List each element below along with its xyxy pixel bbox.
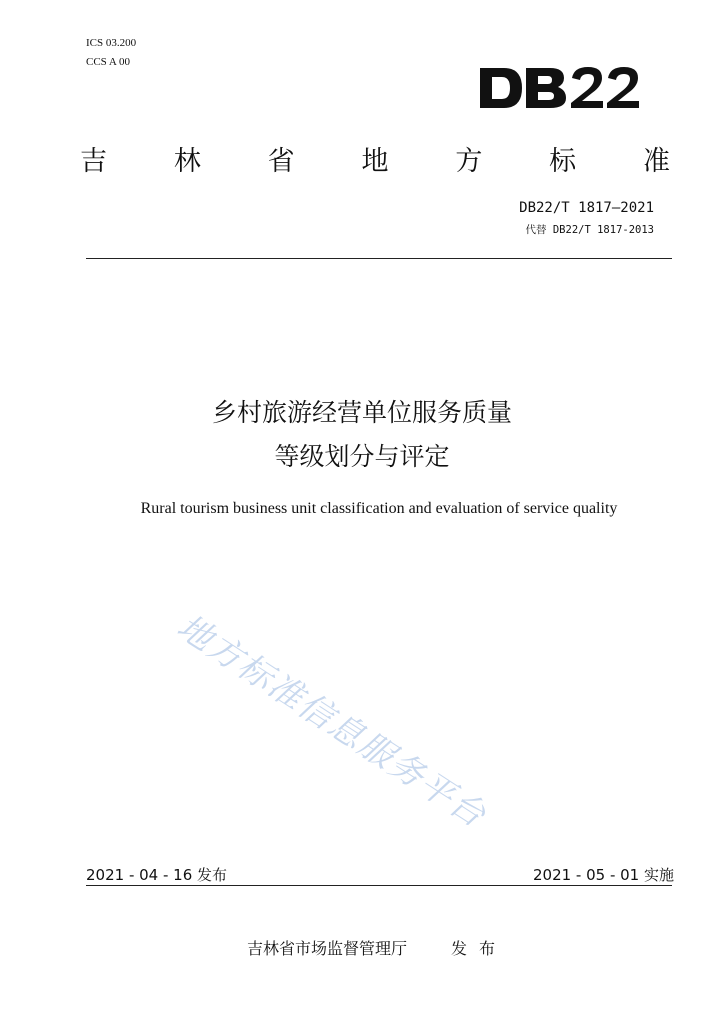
title-char: 吉 xyxy=(80,145,107,177)
issuing-authority: 吉林省市场监督管理厅 xyxy=(247,939,408,958)
issue-date: 2021 - 04 - 16 发布 xyxy=(86,866,228,884)
title-char: 方 xyxy=(455,145,483,177)
db22-logo xyxy=(478,62,640,114)
top-divider xyxy=(86,258,672,259)
title-char: 林 xyxy=(173,145,201,177)
english-title: Rural tourism business unit classification and evaluation of service quality xyxy=(140,500,618,517)
title-char: 地 xyxy=(361,145,389,177)
title-char: 省 xyxy=(267,145,295,177)
replaces-standard: 代替 DB22/T 1817-2013 xyxy=(525,224,654,236)
title-char: 标 xyxy=(549,145,577,177)
watermark: 地方标准信息服务平台 xyxy=(169,606,494,837)
bottom-divider xyxy=(86,885,672,886)
implementation-date: 2021 - 05 - 01 实施 xyxy=(532,866,674,884)
province-standard-title xyxy=(80,140,670,176)
ccs-code: CCS A 00 xyxy=(86,56,131,68)
main-title-line-2: 等级划分与评定 xyxy=(274,442,450,471)
ics-code: ICS 03.200 xyxy=(86,37,137,49)
standard-number: DB22/T 1817—2021 xyxy=(519,200,654,216)
main-title-line-1: 乡村旅游经营单位服务质量 xyxy=(211,398,512,427)
issue-label: 发布 xyxy=(451,939,508,958)
title-char: 准 xyxy=(642,145,670,177)
